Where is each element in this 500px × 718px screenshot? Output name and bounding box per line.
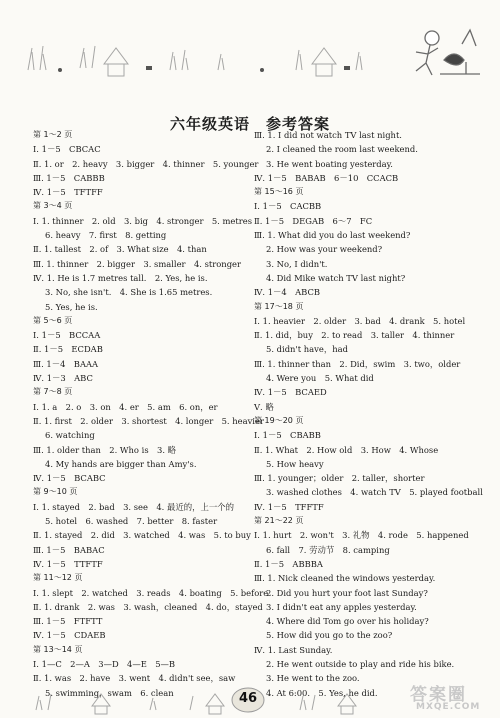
answer-line: Ⅳ. 1－5 TTFTF: [33, 558, 103, 569]
answer-line: Ⅱ. 1－5 DEGAB 6～7 FC: [254, 215, 373, 226]
watermark-logo: [410, 680, 496, 716]
answer-line: Ⅰ. 1－5 BCCAA: [33, 330, 101, 341]
answer-line: Ⅰ. 1. a 2. o 3. on 4. er 5. am 6. on，er: [33, 401, 218, 412]
section-heading: 第 13～14 页: [33, 644, 83, 654]
answer-line: 4. Where did Tom go over his holiday?: [266, 616, 429, 627]
answer-line: Ⅰ. 1－5 CBCAC: [33, 144, 101, 155]
answer-line: Ⅲ. 1－4 BAAA: [33, 358, 99, 369]
grass-icon: [300, 695, 315, 710]
answer-line: 4. At 6:00. 5. Yes, he did.: [266, 687, 378, 698]
answer-line: Ⅲ. 1. What did you do last weekend?: [254, 230, 411, 241]
answer-line: Ⅳ. 1－5 BCABC: [33, 473, 106, 484]
answer-line: Ⅰ. 1. hurt 2. won't 3. 礼物 4. rode 5. happened: [254, 530, 469, 541]
section-heading: 第 17～18 页: [254, 301, 304, 311]
house-icon: [338, 694, 356, 714]
grass-icon: [170, 50, 188, 70]
answer-line: Ⅲ. 1－5 BABAC: [33, 544, 105, 555]
section-heading: 第 1～2 页: [33, 130, 73, 139]
answer-line: 6. fall 7. 劳动节 8. camping: [266, 544, 390, 555]
answer-line: Ⅲ. 1. older than 2. Who is 3. 略: [33, 444, 177, 455]
answer-line: Ⅲ. 1. thinner 2. bigger 3. smaller 4. stronger: [33, 258, 242, 269]
section-heading: 第 11～12 页: [33, 573, 83, 583]
answer-line: 4. Did Mike watch TV last night?: [266, 272, 406, 283]
answer-line: Ⅳ. 1－5 BCAED: [254, 387, 327, 398]
section-heading: 第 21～22 页: [254, 516, 304, 526]
house-icon: [92, 694, 110, 714]
answer-line: Ⅴ. 略: [254, 401, 274, 412]
answer-line: 5. didn't have，had: [266, 344, 348, 355]
answer-line: Ⅳ. 1－5 TFTFF: [33, 187, 103, 198]
answer-line: 3. I didn't eat any apples yesterday.: [266, 601, 417, 612]
answer-line: Ⅲ. 1. younger；older 2. taller，shorter: [254, 473, 425, 484]
answer-line: 5. swimming，swam 6. clean: [45, 687, 174, 698]
section-heading: 第 19～20 页: [254, 415, 304, 425]
answer-line: 3. No, she isn't. 4. She is 1.65 metres.: [45, 287, 213, 298]
house-icon: [206, 694, 224, 714]
answer-line: 2. How was your weekend?: [266, 244, 383, 255]
answer-line: Ⅰ. 1. thinner 2. old 3. big 4. stronger 5. metres: [33, 215, 253, 226]
answer-line: Ⅲ. 1. Nick cleaned the windows yesterday.: [254, 573, 436, 584]
answer-line: Ⅳ. 1－4 ABCB: [254, 287, 321, 298]
grass-icon: [296, 50, 362, 70]
answer-line: Ⅱ. 1. or 2. heavy 3. bigger 4. thinner 5. younger: [33, 158, 259, 169]
answer-line: 6. heavy 7. first 8. getting: [45, 230, 167, 241]
answer-line: Ⅱ. 1－5 ABBBA: [254, 558, 323, 569]
house-icon: [312, 48, 336, 76]
grass-icon: [28, 46, 46, 70]
answer-line: Ⅳ. 1. He is 1.7 metres tall. 2. Yes, he is.: [33, 272, 208, 283]
answer-line: Ⅲ. 1－5 CABBB: [33, 172, 105, 183]
answer-line: Ⅰ. 1. stayed 2. bad 3. see 4. 最近的，上一个的: [33, 501, 234, 512]
grass-icon: [218, 54, 224, 70]
answer-line: Ⅱ. 1－5 ECDAB: [33, 344, 103, 355]
answer-line: 2. I cleaned the room last weekend.: [266, 144, 418, 155]
answer-line: 4. My hands are bigger than Amy's.: [45, 458, 197, 469]
answer-line: 2. Did you hurt your foot last Sunday?: [266, 587, 428, 598]
answer-line: Ⅰ. 1－5 CACBB: [254, 201, 322, 212]
section-heading: 第 7～8 页: [33, 387, 73, 397]
page-title: 六年级英语 参考答案: [169, 115, 330, 133]
answer-line: 6. watching: [45, 430, 95, 441]
answer-line: 4. Were you 5. What did: [266, 373, 374, 384]
answer-line: Ⅲ. 1. I did not watch TV last night.: [254, 130, 402, 140]
page-number: 46: [238, 691, 258, 706]
answer-line: Ⅲ. 1－5 FTFTT: [33, 616, 103, 627]
answer-line: Ⅳ. 1. Last Sunday.: [254, 644, 333, 655]
answer-line: Ⅱ. 1. stayed 2. did 3. watched 4. was 5. to buy: [33, 530, 251, 541]
section-heading: 第 5～6 页: [33, 315, 73, 325]
answer-line: Ⅳ. 1－5 CDAEB: [33, 630, 106, 641]
answer-line: Ⅳ. 1－3 ABC: [33, 373, 93, 384]
answer-line: 3. No, I didn't.: [266, 258, 328, 269]
answer-line: Ⅱ. 1. What 2. How old 3. How 4. Whose: [254, 444, 439, 455]
answer-line: Ⅰ. 1—C 2—A 3—D 4—E 5—B: [33, 658, 176, 669]
answer-line: Ⅱ. 1. tallest 2. of 3. What size 4. than: [33, 244, 207, 255]
section-heading: 第 15～16 页: [254, 187, 304, 197]
answer-line: 5. Yes, he is.: [45, 301, 98, 312]
watermark-main: 答案圈: [410, 685, 467, 705]
answer-line: 5. How did you go to the zoo?: [266, 630, 393, 641]
answer-line: 3. He went to the zoo.: [266, 673, 360, 684]
answer-line: Ⅳ. 1－5 TFFTF: [254, 501, 324, 512]
answer-line: Ⅱ. 1. drank 2. was 3. wash，cleaned 4. do，stayed: [33, 601, 263, 612]
answer-line: 5. hotel 6. washed 7. better 8. faster: [45, 516, 218, 527]
answer-line: Ⅰ. 1. heavier 2. older 3. bad 4. drank 5. hotel: [254, 315, 466, 326]
house-icon: [104, 48, 128, 76]
grass-icon: [36, 694, 51, 710]
answer-line: Ⅱ. 1. was 2. have 3. went 4. didn't see，saw: [33, 673, 236, 684]
answer-line: 5. How heavy: [266, 458, 324, 469]
answer-line: Ⅱ. 1. first 2. older 3. shortest 4. longer 5. heavier: [33, 415, 264, 426]
answer-line: Ⅱ. 1. did，buy 2. to read 3. taller 4. thinner: [254, 330, 455, 341]
answer-line: 3. washed clothes 4. watch TV 5. played football: [266, 487, 483, 498]
section-heading: 第 9～10 页: [33, 487, 78, 497]
answer-line: 2. He went outside to play and ride his bike.: [266, 658, 455, 669]
answer-line: Ⅳ. 1－5 BABAB 6－10 CCACB: [254, 172, 399, 183]
answer-line: 3. He went boating yesterday.: [266, 158, 393, 169]
answer-line: Ⅲ. 1. thinner than 2. Did，swim 3. two，older: [254, 358, 461, 369]
answer-line: Ⅰ. 1. slept 2. watched 3. reads 4. boating 5. before: [33, 587, 269, 598]
answer-line: Ⅰ. 1－5 CBABB: [254, 430, 321, 441]
watermark-url: MXQE.COM: [416, 702, 481, 712]
header-illustration: [0, 0, 500, 100]
grass-icon: [80, 46, 95, 68]
answer-column-right: [254, 128, 483, 700]
grass-icon: [150, 696, 193, 710]
section-heading: 第 3～4 页: [33, 201, 73, 211]
